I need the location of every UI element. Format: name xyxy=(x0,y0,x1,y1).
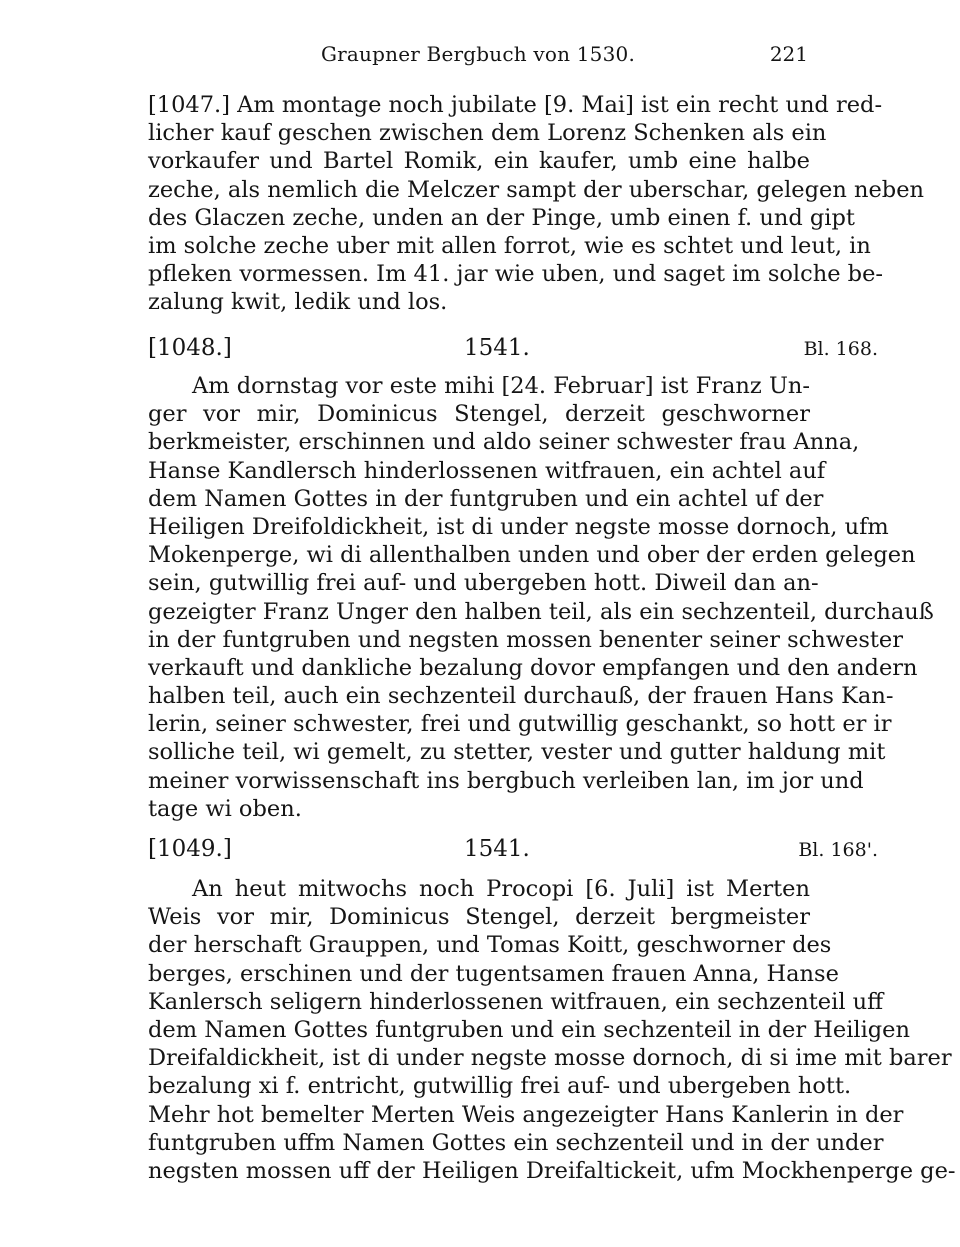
folio-reference: Bl. 168'. xyxy=(798,839,878,861)
text-line: Am dornstag vor este mihi [24. Februar] ist Franz Un- xyxy=(192,373,810,399)
text-line: Heiligen Dreifoldickheit, ist di under negste mosse dornoch, ufm xyxy=(148,513,889,540)
text-line: solliche teil, wi gemelt, zu stetter, vester und gutter haldung mit xyxy=(148,739,886,766)
running-title: Graupner Bergbuch von 1530. xyxy=(320,42,636,66)
text-line: gezeigter Franz Unger den halben teil, als ein sechzenteil, durchauß xyxy=(148,598,934,625)
entry-1048-heading xyxy=(148,335,878,369)
text-line: berges, erschinen und der tugentsamen frauen Anna, Hanse xyxy=(148,960,839,987)
entry-year: 1541. xyxy=(464,836,530,862)
text-line: halben teil, auch ein sechzenteil durchauß, der frauen Hans Kan- xyxy=(148,683,894,710)
entry-1048-text xyxy=(148,372,934,823)
entry-number: [1048.] xyxy=(148,335,232,361)
running-header xyxy=(148,42,808,72)
text-line: der herschaft Grauppen, und Tomas Koitt, geschworner des xyxy=(148,932,832,959)
text-line: dem Namen Gottes in der funtgruben und ein achtel uf der xyxy=(148,485,824,512)
text-line: Mokenperge, wi di allenthalben unden und ober der erden gelegen xyxy=(148,542,916,569)
text-line: Mehr hot bemelter Merten Weis angezeigter Hans Kanlerin in der xyxy=(148,1101,904,1128)
text-line: verkauft und dankliche bezalung dovor empfangen und den andern xyxy=(148,654,918,681)
text-line: [1047.] Am montage noch jubilate [9. Mai] ist ein recht und red- xyxy=(148,92,883,118)
text-line: dem Namen Gottes funtgruben und ein sechzenteil in der Heiligen xyxy=(148,1016,910,1043)
text-line: licher kauf geschen zwischen dem Lorenz Schenken als ein xyxy=(148,120,827,147)
entry-1049-heading xyxy=(148,836,878,870)
text-line: zeche, als nemlich die Melczer sampt der uberschar, gelegen neben xyxy=(148,176,924,203)
text-line: negsten mossen uff der Heiligen Dreifaltickeit, ufm Mockhenperge ge- xyxy=(148,1157,956,1184)
text-line: tage wi oben. xyxy=(148,795,302,822)
text-line: berkmeister, erschinnen und aldo seiner schwester frau Anna, xyxy=(148,429,860,456)
text-line: lerin, seiner schwester, frei und gutwillig geschankt, so hott er ir xyxy=(148,711,892,738)
folio-reference: Bl. 168. xyxy=(803,338,878,360)
text-line: Weis vor mir, Dominicus Stengel, derzeit bergmeister xyxy=(148,904,810,931)
text-line: An heut mitwochs noch Procopi [6. Juli] ist Merten xyxy=(192,876,810,902)
text-line: funtgruben uffm Namen Gottes ein sechzenteil und in der under xyxy=(148,1129,884,1156)
text-line: ger vor mir, Dominicus Stengel, derzeit geschworner xyxy=(148,401,810,428)
entry-1047-text xyxy=(148,91,924,317)
text-line: sein, gutwillig frei auf- und ubergeben hott. Diweil dan an- xyxy=(148,570,819,597)
text-line: pfleken vormessen. Im 41. jar wie uben, und saget im solche be- xyxy=(148,261,883,288)
text-line: Dreifaldickheit, ist di under negste mosse dornoch, di si ime mit barer xyxy=(148,1045,952,1072)
text-line: Kanlersch seligern hinderlossenen witfrauen, ein sechzenteil uff xyxy=(148,988,884,1015)
text-line: im solche zeche uber mit allen forrot, wie es schtet und leut, in xyxy=(148,232,871,259)
text-line: des Glaczen zeche, unden an der Pinge, umb einen f. und gipt xyxy=(148,204,855,231)
entry-year: 1541. xyxy=(464,335,530,361)
text-line: Hanse Kandlersch hinderlossenen witfrauen, ein achtel auf xyxy=(148,457,826,484)
entry-1049-text xyxy=(148,875,956,1185)
text-line: meiner vorwissenschaft ins bergbuch verleiben lan, im jor und xyxy=(148,767,864,794)
page-number: 221 xyxy=(769,42,808,66)
text-line: in der funtgruben und negsten mossen benenter seiner schwester xyxy=(148,626,903,653)
text-line: zalung kwit, ledik und los. xyxy=(148,289,448,316)
entry-number: [1049.] xyxy=(148,836,232,862)
text-line: bezalung xi f. entricht, gutwillig frei auf- und ubergeben hott. xyxy=(148,1073,852,1100)
text-line: vorkaufer und Bartel Romik, ein kaufer, umb eine halbe xyxy=(148,148,810,175)
